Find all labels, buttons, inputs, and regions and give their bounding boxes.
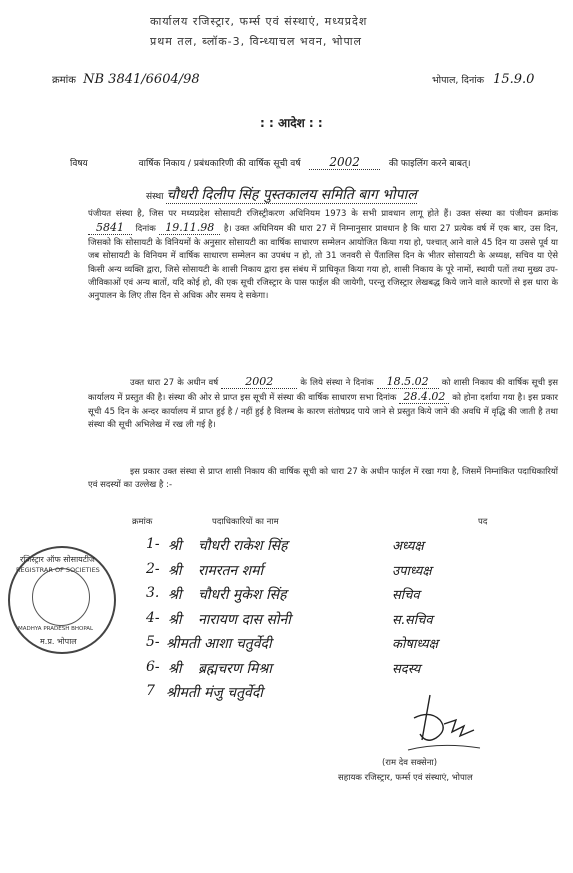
name-prefix: श्री <box>168 660 182 677</box>
row-number: 2- <box>146 560 160 577</box>
seal-city-text: म.प्र. भोपाल <box>40 637 77 646</box>
office-bearer-post: कोषाध्यक्ष <box>392 637 438 652</box>
registration-date: 19.11.98 <box>159 221 220 235</box>
body-paragraph-1 <box>88 208 558 304</box>
signatory-designation: सहायक रजिस्ट्रार, फर्म्स एवं संस्थाएं, भोपाल <box>338 773 473 783</box>
body2-agm-date: 28.4.02 <box>399 390 449 404</box>
subject-year: 2002 <box>309 155 380 170</box>
name-prefix: श्री <box>168 611 182 628</box>
reference-label: क्रमांक <box>52 75 76 86</box>
subject-line <box>70 155 471 169</box>
place-date-label: भोपाल, दिनांक <box>432 75 485 86</box>
column-header-post: पद <box>478 517 488 527</box>
seal-state-text: MADHYA PRADESH BHOPAL <box>18 626 94 632</box>
body2-text-c: को शासी निकाय की वार्षिक सूची इस कार्यालय में प्रस्तुत की है। संस्था की ओर से प्राप्त इस सूची में संस्था की वार्षिक साधारण सभा दिनांक <box>88 378 559 404</box>
office-bearer-post: अध्यक्ष <box>392 539 424 554</box>
society-label: संस्था <box>146 192 164 202</box>
body2-submission-date: 18.5.02 <box>377 375 439 389</box>
body-paragraph-3: इस प्रकार उक्त संस्था से प्राप्त शासी निकाय की वार्षिक सूची को धारा 27 के अधीन फाईल में रखा गया है, जिसमें निम्नांकित पदाधिकारियों एवं सदस्यों का उल्लेख है :- <box>88 467 558 491</box>
row-number: 3. <box>146 585 160 601</box>
table-row <box>0 659 573 681</box>
row-number: 6- <box>146 658 160 675</box>
subject-label: विषय <box>70 159 88 169</box>
body2-text-d: को होना दर्शाया गया है। इस प्रकार सूची 45 दिन के अन्दर कार्यालय में प्राप्त हुई है / नहीं हुई है विलम्ब के कारण संतोषप्रद पाये जाने से प्रस्तुत किये जाने की अवधि में वृद्धि की जाती है तथा संस्था की सूची अभिलेख में रख ली गई है। <box>88 393 559 431</box>
body1-text-b: है। उक्त अधिनियम की धारा 27 में निम्नानुसार प्रावधान है कि धारा 27 प्रत्येक वर्ष में एक बार, उस दिन, जिसको कि सोसायटी के विनियमों के अनुसार सोसायटी का वार्षिक साधारण सम्मेलन आयोजित किया गया हो, पश्चात् आने वाले 45 दिन या उससे पूर्व या जब सोसायटी के विनियम में वार्षिक साधारण सम्मेलन का उपबंध न हो, तो 31 जनवरी से पैंतालिस दिन के भीतर सोसायटी के अध्यक्ष, सचिव या ऐसे किसी अन्य व्यक्ति द्वारा, जिसे सोसायटी के शासी निकाय द्वारा इस संबंध में प्राधिकृत किया गया हो, शासी निकाय के पूरे नामों, स्थायी पतों तथा मुख्य उप-जीविकाओं एवं अन्य बातों, यदि कोई हो, की एक सूची रजिस्ट्रार के पास फाईल की जायेगी, परन्तु रजिस्ट्रार लेखबद्ध किये जाने वाले कारणों से इस धारा के अनुपालन के लिए तीस दिन से अधिक और समय दे सकेगा। <box>88 224 559 302</box>
column-header-number: क्रमांक <box>132 517 153 527</box>
registrar-seal <box>8 546 116 654</box>
seal-english-text: REGISTRAR OF SOCIETIES <box>16 566 100 574</box>
society-line <box>146 185 417 204</box>
body2-text-b: के लिये संस्था ने दिनांक <box>300 378 374 388</box>
signatory-name: (राम देव सक्सेना) <box>382 758 438 768</box>
seal-hindi-text: रजिस्ट्रार ऑफ सोसायटीज <box>20 555 95 564</box>
office-bearer-name: रामरतन शर्मा <box>198 562 264 579</box>
body2-text-a: उक्त धारा 27 के अधीन वर्ष <box>130 378 219 388</box>
row-number: 7 <box>146 683 155 699</box>
date-value: 15.9.0 <box>493 72 535 87</box>
body-paragraph-2 <box>88 375 558 433</box>
name-prefix: श्री <box>168 562 182 579</box>
office-bearer-post: उपाध्यक्ष <box>392 563 432 579</box>
subject-text: वार्षिक निकाय / प्रबंधकारिणी की वार्षिक सूची वर्ष <box>138 159 301 169</box>
society-name: चौधरी दिलीप सिंह पुस्तकालय समिति बाग भोपाल <box>166 187 417 203</box>
officer-signature <box>400 690 490 760</box>
office-bearer-name: ब्रह्मचरण मिश्रा <box>198 660 272 677</box>
place-date-line <box>432 72 534 87</box>
office-bearer-name: चौधरी मुकेश सिंह <box>198 587 287 603</box>
row-number: 4- <box>146 609 160 626</box>
reference-line <box>52 72 200 87</box>
registration-number: 5841 <box>88 221 132 235</box>
row-number: 1- <box>146 536 160 552</box>
name-prefix: श्री <box>168 587 182 603</box>
office-bearer-post: स.सचिव <box>392 612 433 628</box>
order-title: : : आदेश : : <box>260 116 323 130</box>
office-bearer-post: सदस्य <box>392 661 421 677</box>
column-header-name: पदाधिकारियों का नाम <box>212 517 279 527</box>
name-prefix: श्री <box>168 538 182 554</box>
office-bearer-name: श्रीमती आशा चतुर्वेदी <box>166 636 272 652</box>
office-bearer-post: सचिव <box>392 588 420 603</box>
registration-date-label: दिनांक <box>135 224 156 235</box>
office-header-line2: प्रथम तल, ब्लॉक-3, विन्ध्याचल भवन, भोपाल <box>150 35 363 48</box>
office-bearer-name: श्रीमती मंजु चतुर्वेदी <box>166 685 263 701</box>
body2-year: 2002 <box>221 375 297 389</box>
reference-number: NB 3841/6604/98 <box>83 72 200 87</box>
body1-text-a: पंजीयत संस्था है, जिस पर मध्यप्रदेश सोसायटी रजिस्ट्रीकरण अधिनियम 1973 के सभी प्रावधान लागू होते हैं। उक्त संस्था का पंजीयन क्रमांक <box>88 209 558 219</box>
office-bearer-name: चौधरी राकेश सिंह <box>198 538 288 554</box>
registrar-seal-inner-ring <box>32 568 90 626</box>
office-bearer-name: नारायण दास सोनी <box>198 611 291 628</box>
row-number: 5- <box>146 634 160 650</box>
subject-suffix: की फाइलिंग करने बाबत्। <box>388 159 471 169</box>
office-header-line1: कार्यालय रजिस्ट्रार, फर्म्स एवं संस्थाएं, मध्यप्रदेश <box>150 15 368 28</box>
